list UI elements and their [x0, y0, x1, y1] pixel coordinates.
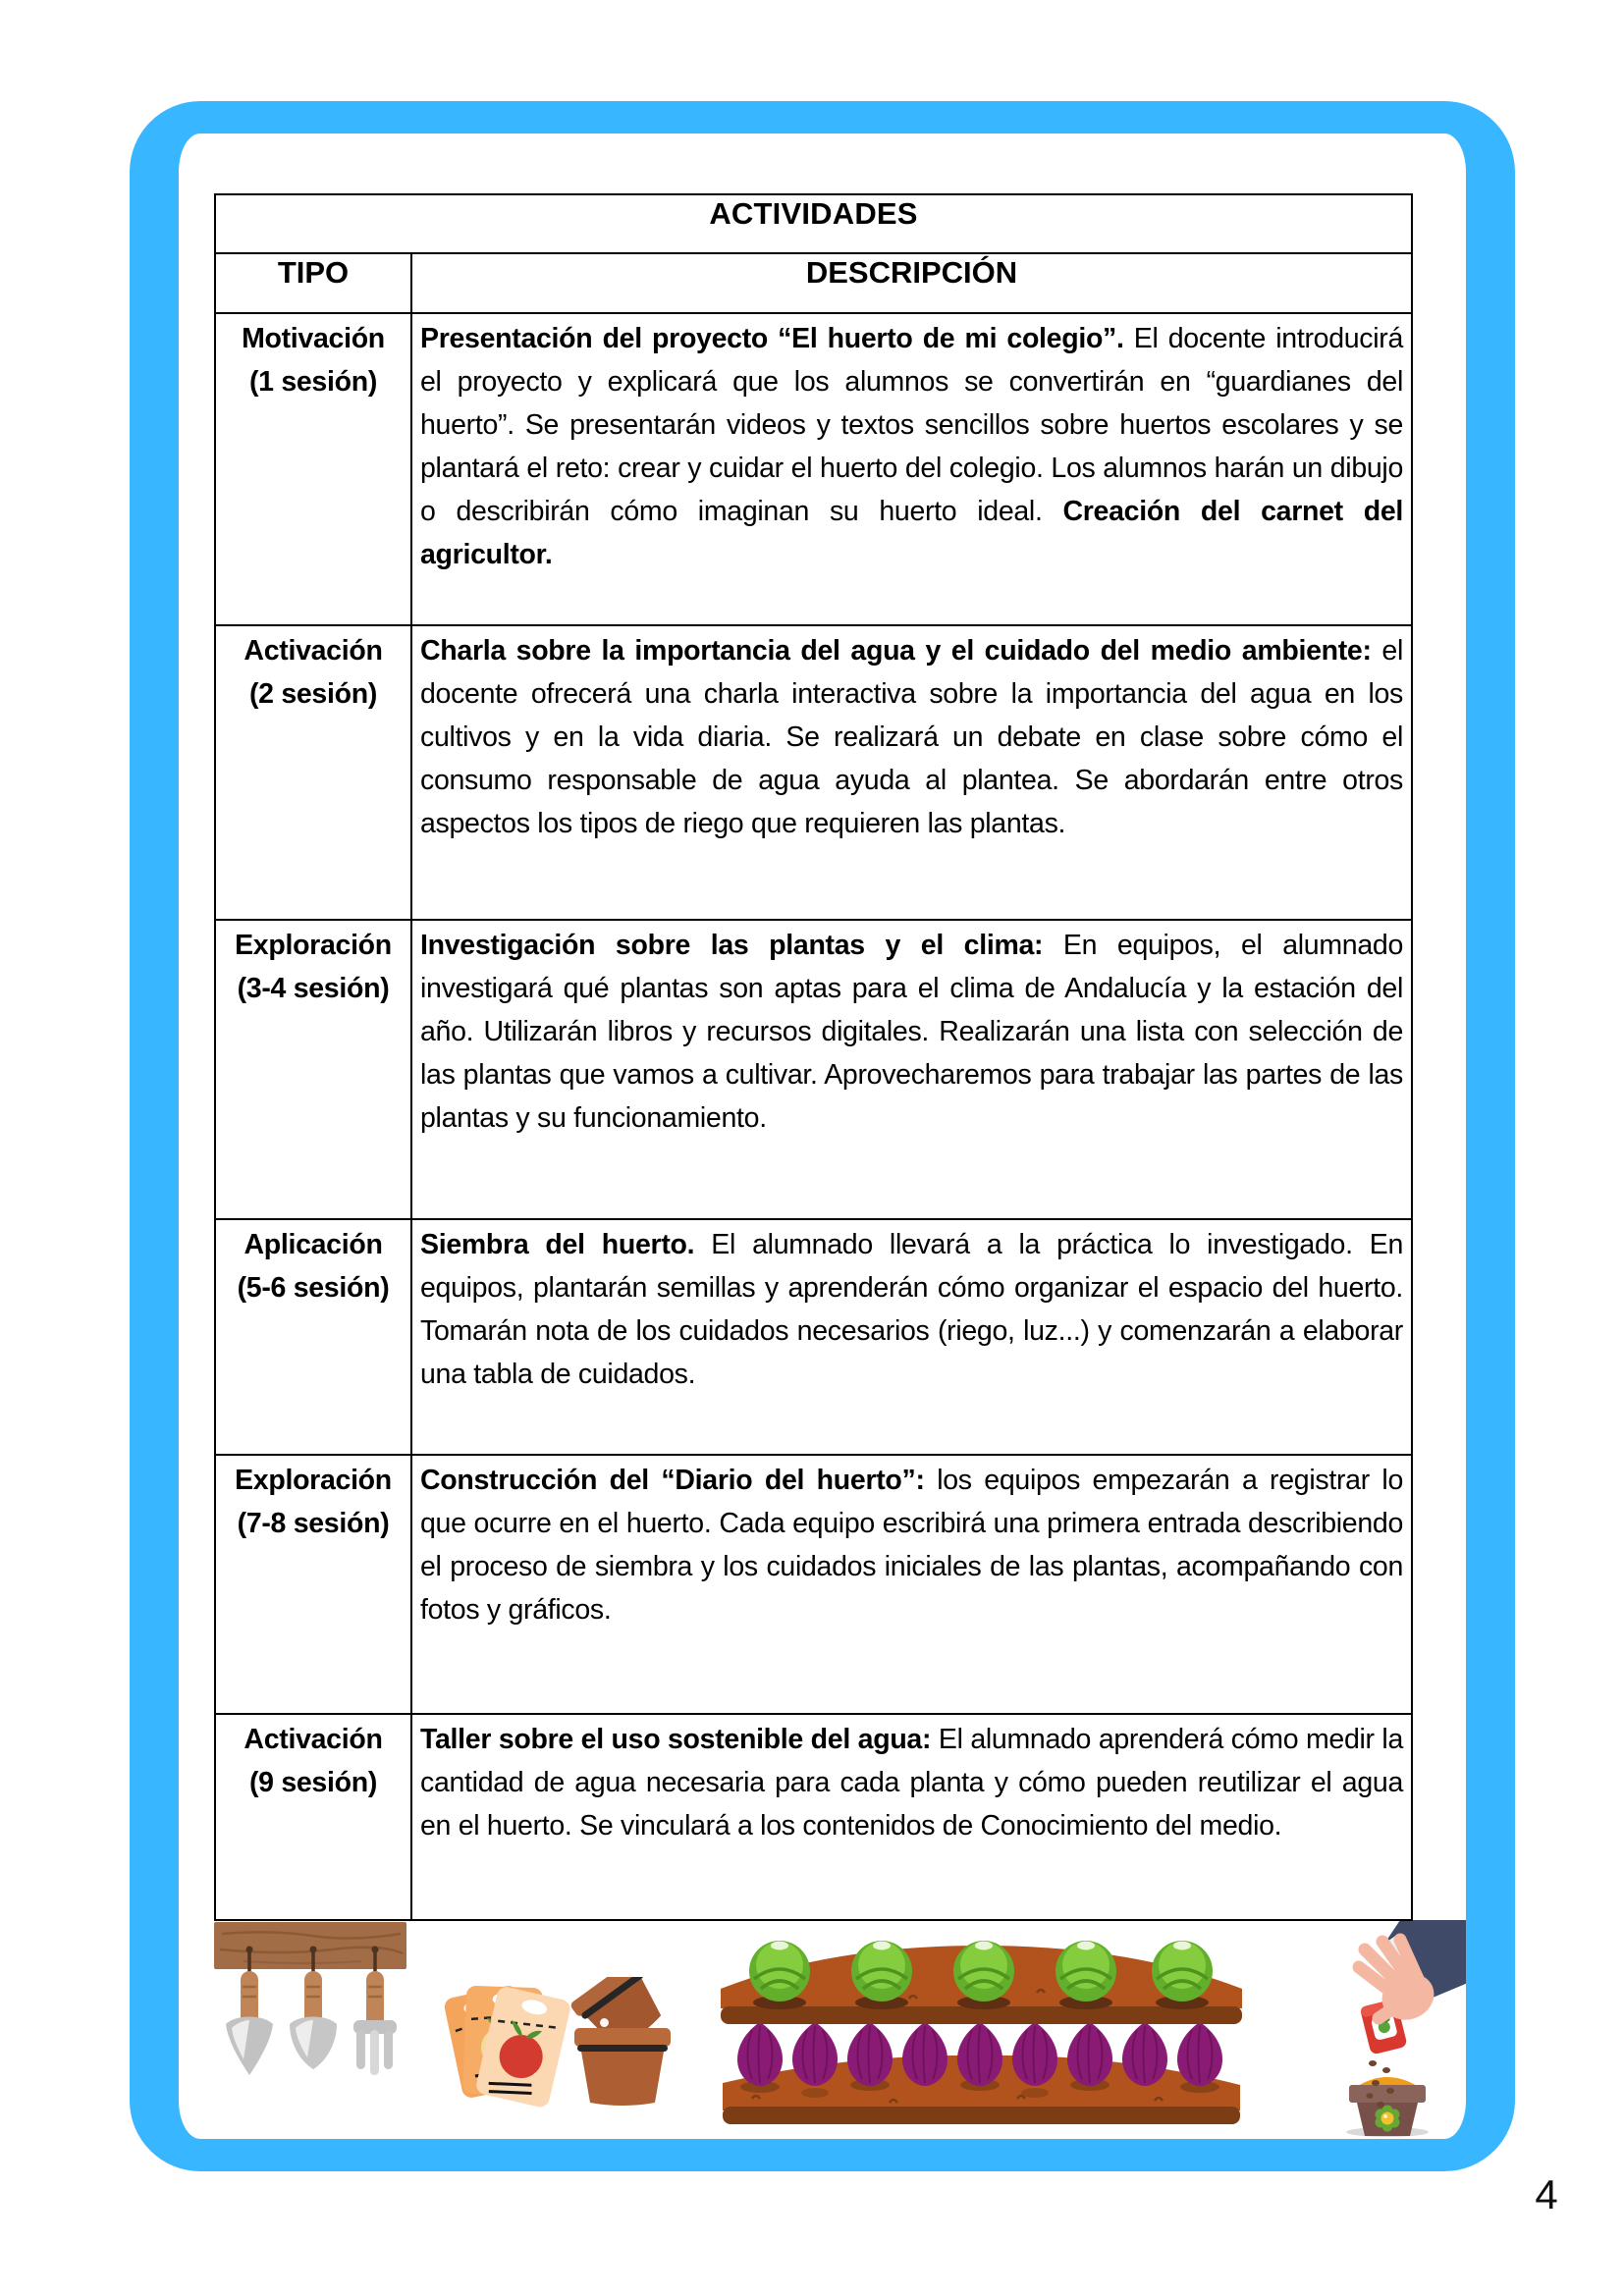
activity-sessions: (5-6 sesión)	[237, 1272, 390, 1304]
activity-description	[411, 1219, 1412, 1455]
activity-sessions: (9 sesión)	[248, 1767, 378, 1798]
vegetable-beds-illustration	[713, 1918, 1251, 2128]
description-segment: Charla sobre la importancia del agua y el cuidado del medio ambiente:	[420, 635, 1372, 667]
description-segment: los equipos empezarán a registrar lo que ocurre en el huerto. Cada equipo escribirá una primera entrada describiendo el proceso de siembra y los cuidados iniciales de las plantas, acompañando con fotos y gráficos.	[420, 1465, 1404, 1626]
description-segment: Taller sobre el uso sostenible del agua:	[420, 1724, 932, 1755]
description-segment: El alumnado llevará a la práctica lo investigado. En equipos, plantarán semillas y aprenderán cómo organizar el espacio del huerto. Tomarán nota de los cuidados necesarios (riego, luz...) y comenzarán a elaborar una tabla de cuidados.	[420, 1229, 1404, 1390]
table-header-row	[215, 253, 1412, 313]
activity-sessions: (2 sesión)	[248, 678, 378, 710]
activity-type-cell	[215, 1455, 411, 1714]
table-row	[215, 313, 1412, 625]
activity-type: Exploración	[235, 1465, 392, 1496]
description-segment: Presentación del proyecto “El huerto de mi colegio”.	[420, 323, 1124, 354]
description-segment: Siembra del huerto.	[420, 1229, 695, 1260]
activity-sessions: (1 sesión)	[248, 366, 378, 398]
activity-type: Aplicación	[244, 1229, 383, 1260]
activity-description	[411, 313, 1412, 625]
activity-type-cell	[215, 1714, 411, 1920]
table-row	[215, 920, 1412, 1219]
activities-table-wrap	[214, 193, 1411, 1921]
table-row	[215, 1219, 1412, 1455]
activity-rows	[215, 313, 1412, 1920]
seed-packets-illustration	[435, 1979, 582, 2118]
activity-type: Motivación	[242, 323, 385, 354]
table-title-row	[215, 194, 1412, 253]
flower-pots-illustration	[562, 1977, 687, 2110]
activity-type: Activación	[244, 1724, 383, 1755]
activity-description	[411, 1455, 1412, 1714]
column-header-tipo: TIPO	[215, 253, 411, 313]
activity-type-cell	[215, 920, 411, 1219]
table-row	[215, 1714, 1412, 1920]
description-segment: Creación del carnet del agricultor.	[420, 496, 1404, 570]
activity-description	[411, 1714, 1412, 1920]
description-segment: El alumnado aprenderá cómo medir la cantidad de agua necesaria para cada planta y cómo pueden reutilizar el agua en el huerto. Se vinculará a los contenidos de Conocimiento del medio.	[420, 1724, 1404, 1842]
activity-description	[411, 625, 1412, 920]
activity-description	[411, 920, 1412, 1219]
activity-type-cell	[215, 1219, 411, 1455]
activity-type: Exploración	[235, 930, 392, 961]
table-row	[215, 625, 1412, 920]
page-number: 4	[1535, 2171, 1558, 2217]
hand-planting-seeds-illustration	[1314, 1920, 1468, 2138]
description-segment: El docente introducirá el proyecto y explicará que los alumnos se convertirán en “guardianes del huerto”. Se presentarán videos y textos sencillos sobre huertos escolares y se plantará el reto: crear y cuidar el huerto del colegio. Los alumnos harán un dibujo o describirán cómo imaginan su huerto ideal.	[420, 323, 1404, 527]
activities-table	[214, 193, 1413, 1921]
activity-sessions: (7-8 sesión)	[237, 1508, 390, 1539]
garden-tools-illustration	[214, 1920, 406, 2099]
table-title: ACTIVIDADES	[215, 194, 1412, 253]
description-segment: el docente ofrecerá una charla interactiva sobre la importancia del agua en los cultivos y en la vida diaria. Se realizará un debate en clase sobre cómo el consumo responsable de agua ayuda al plantea. Se abordarán entre otros aspectos los tipos de riego que requieren las plantas.	[420, 635, 1404, 839]
activity-type-cell	[215, 313, 411, 625]
activity-type: Activación	[244, 635, 383, 667]
table-row	[215, 1455, 1412, 1714]
description-segment: En equipos, el alumnado investigará qué plantas son aptas para el clima de Andalucía y la estación del año. Utilizarán libros y recursos digitales. Realizarán una lista con selección de las plantas que vamos a cultivar. Aprovecharemos para trabajar las partes de las plantas y su funcionamiento.	[420, 930, 1404, 1134]
description-segment: Construcción del “Diario del huerto”:	[420, 1465, 925, 1496]
activity-type-cell	[215, 625, 411, 920]
column-header-descripcion: DESCRIPCIÓN	[411, 253, 1412, 313]
activity-sessions: (3-4 sesión)	[237, 973, 390, 1004]
description-segment: Investigación sobre las plantas y el clima:	[420, 930, 1044, 961]
